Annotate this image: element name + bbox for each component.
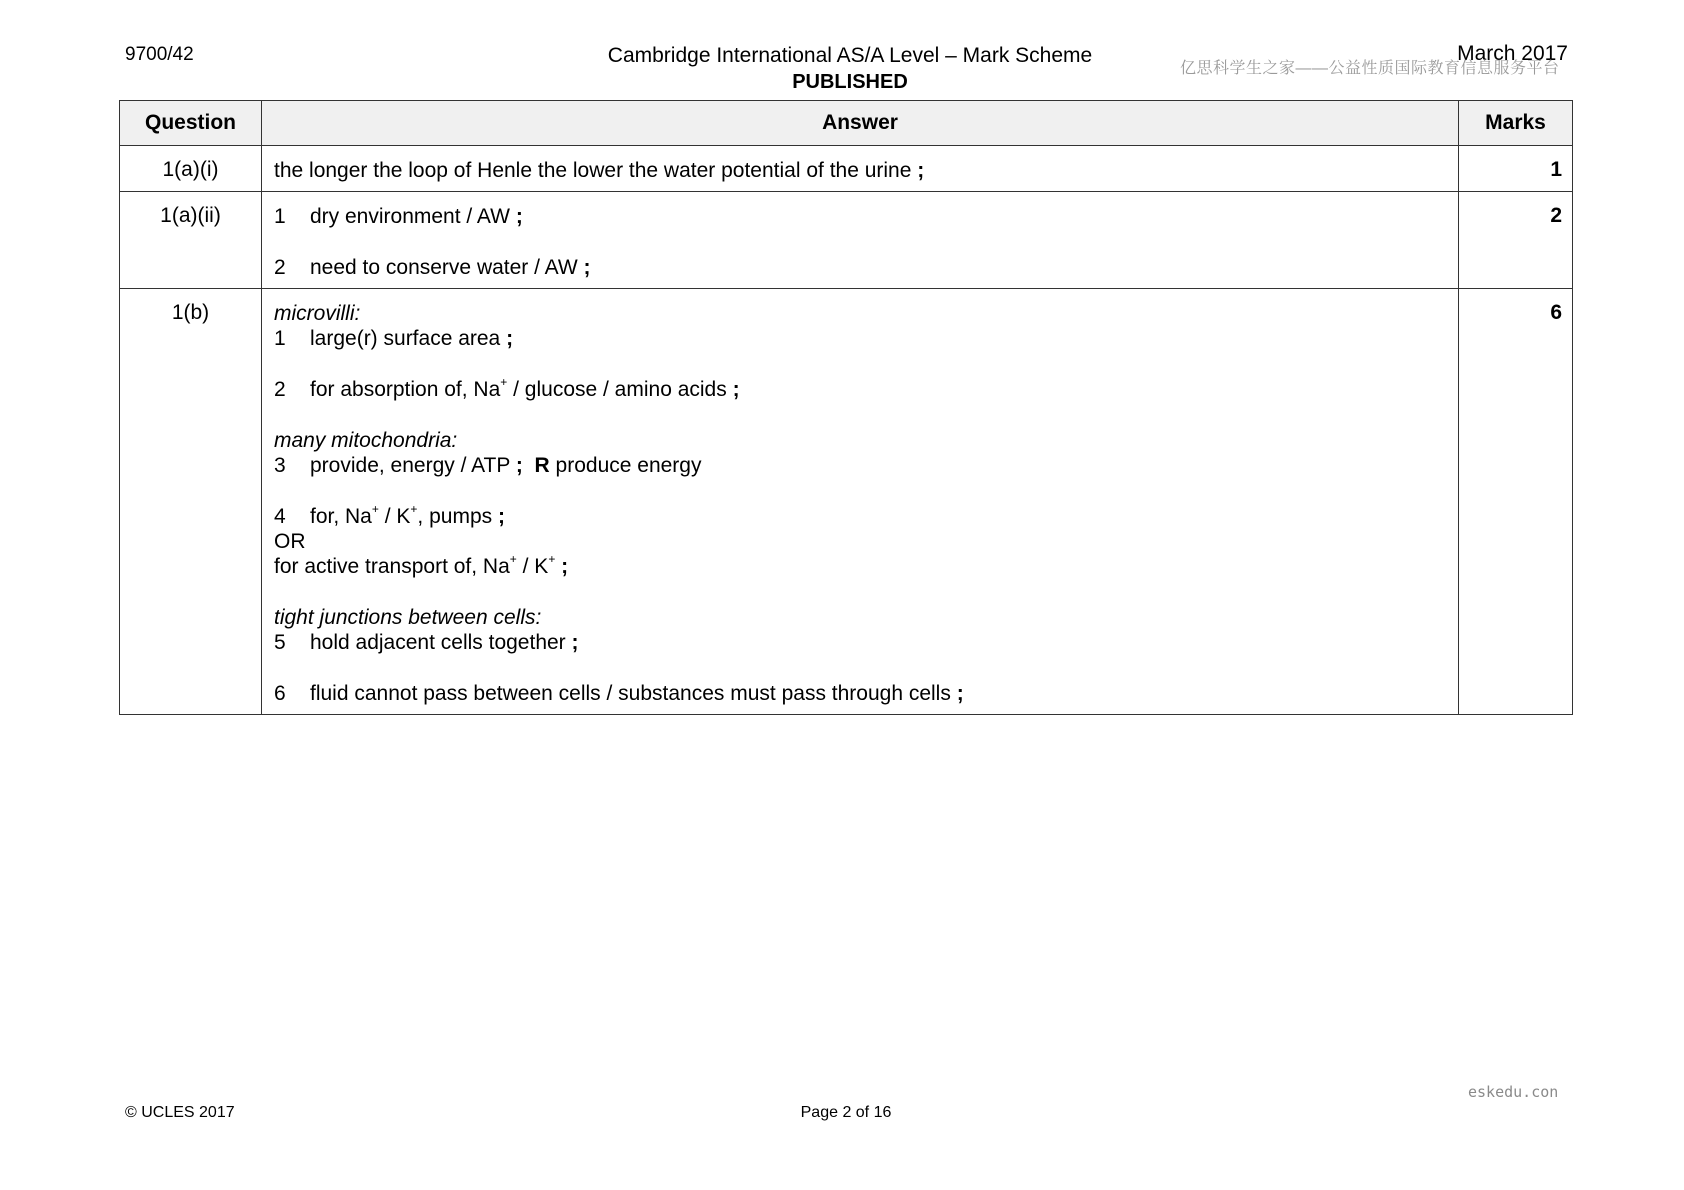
- list-item: [274, 255, 1446, 280]
- mark-point-semicolon: ;: [732, 378, 740, 401]
- list-item: [274, 554, 1446, 579]
- item-number: 6: [274, 682, 286, 705]
- list-item: [274, 504, 1446, 529]
- item-text: / K: [378, 505, 411, 528]
- header-question: Question: [120, 101, 262, 146]
- subheading-microvilli: microvilli:: [274, 302, 361, 325]
- item-number: 2: [274, 256, 286, 279]
- item-number: 1: [274, 327, 286, 350]
- or-separator: OR: [274, 530, 306, 553]
- marks-cell: 6: [1459, 289, 1573, 715]
- list-item: [274, 377, 1446, 402]
- question-cell: 1(a)(i): [120, 146, 262, 192]
- item-text: / glucose / amino acids: [507, 378, 727, 401]
- list-item: [274, 204, 1446, 229]
- mark-point-semicolon: ;: [561, 555, 569, 578]
- subheading-tight-junctions: tight junctions between cells:: [274, 606, 542, 629]
- item-text: / K: [516, 555, 549, 578]
- question-cell: 1(a)(ii): [120, 192, 262, 289]
- reject-text: produce energy: [555, 454, 702, 477]
- item-text: for, Na: [310, 505, 372, 528]
- mark-point-semicolon: ;: [956, 682, 964, 705]
- header-answer: Answer: [262, 101, 1459, 146]
- item-text: provide, energy / ATP: [310, 454, 511, 477]
- item-text: for absorption of, Na: [310, 378, 501, 401]
- superscript: +: [500, 375, 508, 389]
- mark-scheme-table: [119, 100, 1573, 715]
- item-number: 5: [274, 631, 286, 654]
- item-text: fluid cannot pass between cells / substances must pass through cells: [310, 682, 951, 705]
- list-item: [274, 681, 1446, 706]
- answer-cell: [262, 289, 1459, 715]
- mark-point-semicolon: ;: [583, 256, 591, 279]
- answer-cell: [262, 146, 1459, 192]
- mark-point-semicolon: ;: [506, 327, 514, 350]
- question-cell: 1(b): [120, 289, 262, 715]
- reject-marker: R: [534, 454, 550, 477]
- page-number: Page 2 of 16: [800, 1104, 892, 1121]
- item-number: 2: [274, 378, 286, 401]
- table-row: [120, 192, 1573, 289]
- item-text: need to conserve water / AW: [310, 256, 578, 279]
- marks-cell: 1: [1459, 146, 1573, 192]
- answer-text: the longer the loop of Henle the lower the water potential of the urine: [274, 159, 912, 182]
- superscript: +: [509, 552, 517, 566]
- item-text: hold adjacent cells together: [310, 631, 566, 654]
- subheading-mitochondria: many mitochondria:: [274, 429, 458, 452]
- copyright: © UCLES 2017: [125, 1104, 235, 1121]
- mark-point-semicolon: ;: [515, 454, 523, 477]
- superscript: +: [410, 502, 418, 516]
- item-number: 1: [274, 205, 286, 228]
- table-header-row: [120, 101, 1573, 146]
- published-label: PUBLISHED: [792, 71, 908, 93]
- item-text: dry environment / AW: [310, 205, 510, 228]
- item-number: 3: [274, 454, 286, 477]
- answer-cell: [262, 192, 1459, 289]
- watermark-chinese: 亿思科学生之家——公益性质国际教育信息服务平台: [1180, 60, 1560, 77]
- item-text: , pumps: [417, 505, 493, 528]
- header-marks: Marks: [1459, 101, 1573, 146]
- exam-date: March 2017: [1457, 42, 1568, 65]
- mark-point-semicolon: ;: [917, 159, 925, 182]
- list-item: [274, 326, 1446, 351]
- marks-cell: 2: [1459, 192, 1573, 289]
- superscript: +: [548, 552, 556, 566]
- list-item: [274, 630, 1446, 655]
- mark-point-semicolon: ;: [497, 505, 505, 528]
- paper-code: 9700/42: [125, 44, 194, 65]
- watermark-url: eskedu.con: [1468, 1083, 1559, 1101]
- page-header: [500, 42, 1200, 96]
- table-row: [120, 289, 1573, 715]
- item-text: for active transport of, Na: [274, 555, 510, 578]
- item-text: large(r) surface area: [310, 327, 501, 350]
- table-row: [120, 146, 1573, 192]
- superscript: +: [371, 502, 379, 516]
- document-title: Cambridge International AS/A Level – Mark Scheme: [607, 44, 1093, 67]
- mark-point-semicolon: ;: [571, 631, 579, 654]
- item-number: 4: [274, 505, 286, 528]
- mark-point-semicolon: ;: [515, 205, 523, 228]
- list-item: [274, 453, 1446, 478]
